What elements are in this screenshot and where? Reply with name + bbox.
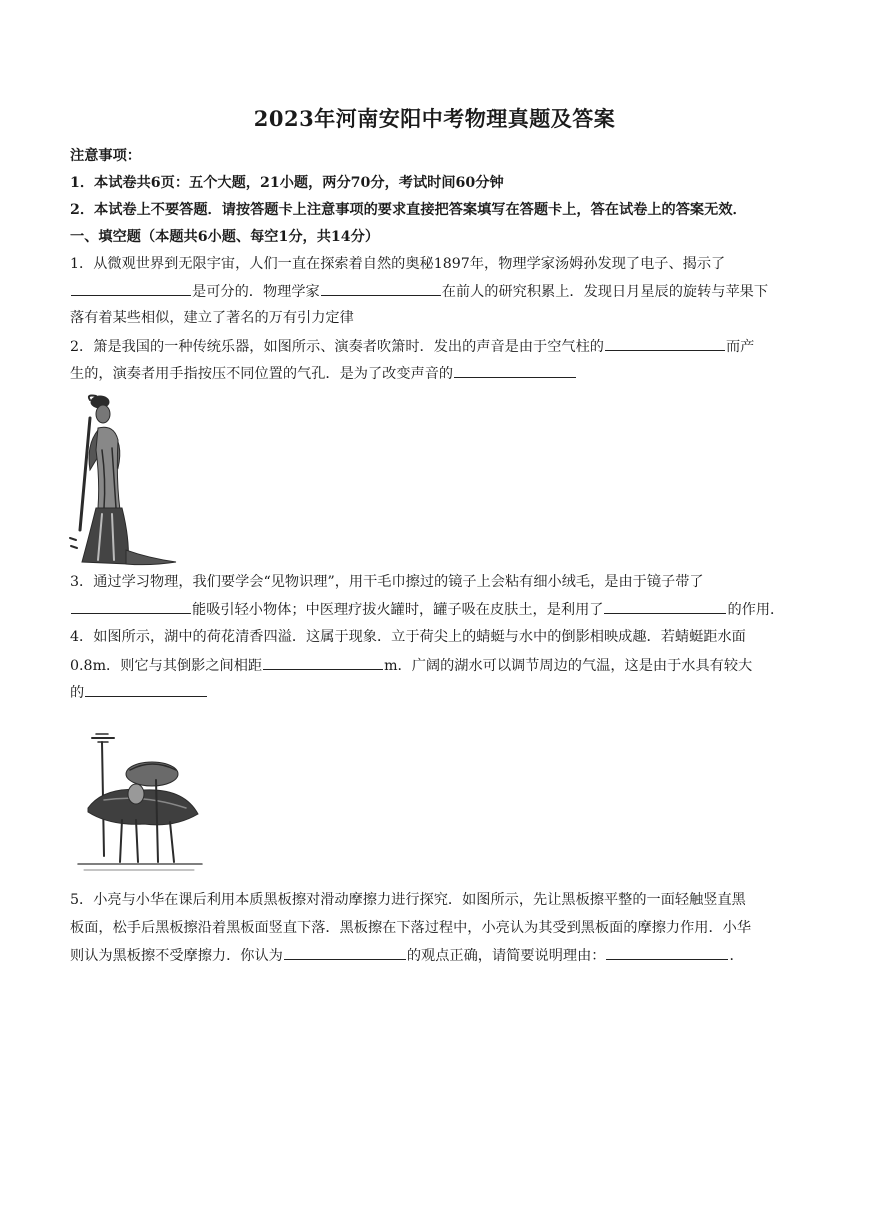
q2-blank-1[interactable]	[605, 336, 725, 351]
q1-line-3: 落有着某些相似，建立了著名的万有引力定律	[70, 310, 354, 326]
q2-text-1b: 而产	[725, 339, 755, 355]
q3-text-2b: 的作用．	[727, 602, 785, 618]
notes-item-2: 2．本试卷上不要答题．请按答题卡上注意事项的要求直接把答案填写在答题卡上，答在试卷上的答案无效．	[70, 202, 747, 218]
q5-line-2: 板面，松手后黑板擦沿着黑板面竖直下落．黑板擦在下落过程中，小亮认为其受到黑板面的摩擦力作用．小华	[70, 920, 752, 936]
q3-text-2a: 能吸引轻小物体；中医理疗拔火罐时，罐子吸在皮肤土，是利用了	[192, 602, 604, 618]
lotus-dragonfly-figure	[74, 716, 206, 876]
flute-player-figure	[68, 390, 183, 570]
q5-text-3b: 的观点正确，请简要说明理由：	[406, 948, 606, 964]
q4-line-3	[70, 682, 208, 703]
q1-blank-2[interactable]	[321, 281, 441, 296]
q1-text-2b: 在前人的研究积累上．发现日月星辰的旋转与苹果下	[441, 284, 769, 300]
q5-line-1: 5．小亮与小华在课后利用本质黑板擦对滑动摩擦力进行探究．如图所示，先让黑板擦平整的一面轻触竖直黑	[70, 892, 746, 908]
q2-line-2	[70, 363, 577, 384]
q3-blank-1[interactable]	[71, 599, 191, 614]
q5-blank-1[interactable]	[284, 945, 406, 960]
q4-blank-1[interactable]	[263, 655, 383, 670]
q2-text-1a: 2．箫是我国的一种传统乐器，如图所示、演奏者吹箫时．发出的声音是由于空气柱的	[70, 339, 604, 355]
q2-line-1	[70, 336, 754, 357]
q1-blank-1[interactable]	[71, 281, 191, 296]
page-title: 2023年河南安阳中考物理真题及答案	[253, 106, 616, 131]
q5-blank-2[interactable]	[606, 945, 728, 960]
q4-line-1: 4．如图所示，湖中的荷花清香四溢．这属于现象．立于荷尖上的蜻蜓与水中的倒影相映成趣．若蜻蜓距水面	[70, 629, 746, 645]
q1-line-1: 1．从微观世界到无限宇宙，人们一直在探索着自然的奥秘1897年，物理学家汤姆孙发现了电子、揭示了	[70, 256, 726, 272]
q3-line-2	[70, 599, 784, 620]
q4-line-2	[70, 655, 752, 676]
q4-blank-2[interactable]	[85, 682, 207, 697]
notes-item-1: 1．本试卷共6页：五个大题，21小题，两分70分，考试时间60分钟	[70, 175, 504, 191]
q1-text-2a: 是可分的．物理学家	[192, 284, 320, 300]
q4-text-3a: 的	[70, 685, 85, 701]
q4-text-2a: 0.8m．则它与其倒影之间相距	[70, 658, 263, 674]
q5-text-3c: ．	[729, 948, 744, 964]
q3-line-1: 3．通过学习物理，我们要学会“见物识理”，用干毛巾擦过的镜子上会粘有细小绒毛，是由于镜子带了	[70, 574, 704, 590]
q3-blank-2[interactable]	[604, 599, 726, 614]
section-1-heading: 一、填空题（本题共6小题、每空1分，共14分）	[70, 229, 380, 245]
q5-text-3a: 则认为黑板擦不受摩擦力．你认为	[70, 948, 283, 964]
q4-text-2b: m．广阔的湖水可以调节周边的气温，这是由于水具有较大	[384, 658, 753, 674]
notes-heading: 注意事项：	[70, 148, 141, 164]
q1-line-2	[70, 281, 768, 302]
q2-blank-2[interactable]	[454, 363, 576, 378]
q5-line-3	[70, 945, 744, 966]
q2-text-2a: 生的，演奏者用手指按压不同位置的气孔．是为了改变声音的	[70, 366, 454, 382]
